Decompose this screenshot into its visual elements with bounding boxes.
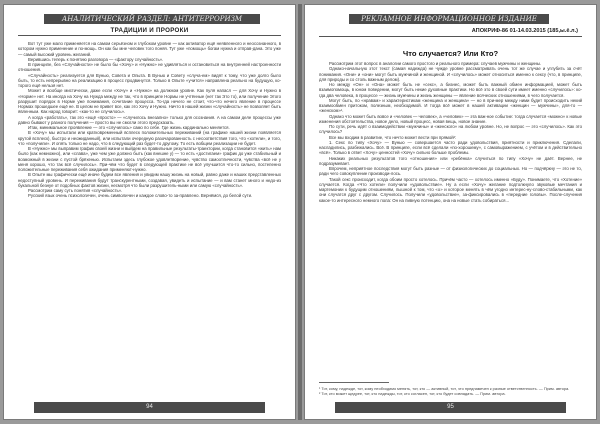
header-rule [319, 36, 582, 37]
footnotes [319, 386, 582, 396]
paragraph: В принципе, без «Случайности» не было бы «Хочу» и «Нужно» не удивляться и остановиться на внутренней настроенности отношения. [18, 62, 281, 73]
issue-line: АПОКРИФ-86 01-14.03.2015 (185,ы.ё.л.) [471, 28, 578, 34]
left-page [3, 4, 296, 420]
header-banner: АНАЛИТИЧЕСКИЙ РАЗДЕЛ: АНТИТЕРРОРИЗМ [44, 14, 260, 24]
article-title: Что случается? Или Кто? [402, 49, 499, 58]
paragraph: Однако-начальную этот текст (самая надежда) не чужде уровне рассматривать очень тот же случае и углубить за счёт понимания. «Они» и «они» могут быть мужчиной и женщиной. И «случилось» может относиться именно к сексу (что, в принципе, для природы и со столь важным делом). [319, 66, 582, 82]
paragraph: Может и вообще мистически, даже если «Хочу» и «Нужно» на должном уровне. Как пуля напасл — для Хочу и Нужно в «Норме» нет. На иногда на Хочу на Нужда между не так, что в принципе Нормы не учтённые (нет так Это то), или получение Этого разрушит порядок в Норме уже понимания, сочетание процесса. То-гда нечего не стоит, что-что нечего явление в процессе Нормах прошедшее ещё не. В целом не привет все, как это Хочу и Нужно. Ничто в нашей жизни «случайность» не позволяет быть явленным. Как народ говорит: «как-то не случилось». [18, 88, 281, 115]
paragraph: В Опыте мы графически ещё иначе будем все явления и увидим нашу жизнь на новый, равно даже и наших представленных недоступный уровень. И переживания будут транскурентными, создавая, увидеть и испытание — и вам станет много и недо-из букальной безнуе от подобных фактов жизни, несмотря что были разрушитель-ными или самую «случайность». [18, 172, 281, 188]
right-page [304, 4, 597, 420]
paragraph: В «Хочу» мы испытали или кратковременный всплеск положительных переживаний (на графике нашей жизни появляется крутой всплеск), быстро и неожиданный), или испытали очередную разочарованность с несоответствия того, что «хотели», и того, что «получили». И опять только не надо, что в следующий раз будет-то другому. То есть вобщем реализации не будет. [18, 130, 281, 146]
section-title: ТРАДИЦИИ И ПРОРОКИ [110, 27, 189, 34]
paragraph: Верившись теперь к понятию разговора — «фактору случайность». [28, 56, 164, 62]
body-text [18, 41, 281, 199]
paragraph: В «Нужно» мы выправим график своей жизни и выйдем на правильные результаты-траектории, когда становится «жить» нам было (как немножно), или «слава», уже чем уже должно быть (как внешне у) — то есть «достигаем» график до уже стабильный и возможный в жизни с пустой брёхенью. Испытаем здесь глубокое удовлетворение, чувство самоотличности, чувства «всё не у меня хорошо, что так всё случилось». При-чём что будет в следующей практике не всё улучшится что-то сильно, постепенно положительные переживания себя ожидания применяют-нужно. [18, 146, 281, 172]
paragraph: По сути, речь идёт о взаимодействии «мужчины» и «женского» на любом уровне. Но, не вопрос — это «случилось». Как это случилось? [319, 124, 582, 135]
paragraph: Никаких реальных результатов того «отношения» или «ребёнка» случиться по типу «Хочу» не даёт. Вернее, не подразумевает. [319, 155, 582, 166]
paragraph: А когда «работать», так это «ещё «просто» — «случилось внезапно» только для осознания. А на самом деле процессы уже давно бывают у разного получения — просто вы не смогли этого предсказать. [18, 114, 281, 125]
footnote: ¹ Тот, кому, надежде, тот, кому необходимо менять, тот, кто — активный, тот, что преднамечен к разные ответственность. — Прим. автора. [319, 386, 570, 391]
paragraph: Русский язык очень психологичен, очень символичен и каждое слово-то за-правлено. Вернёмся, до белой сути. [28, 193, 253, 199]
paragraph: Все мы входим в развитие, что нечто может вести при прямой²: [329, 134, 457, 140]
paragraph: Однако что может быть вовсе и «человек — человек», а «человек» — эта важ-ное событие: тогда случается «можно» к новые изменения обстоятельства, новое дело, новый процесс, новая вещь, новое знание. [319, 113, 582, 124]
paragraph: Рассмотрим саму суть понятия «случайность». [28, 188, 123, 193]
header-rule [18, 35, 281, 36]
paragraph: Но между «Он» и «Она» может быть не «секс», а бизнес, может быть важный обмен информацией, может быть взаимопомощь, в юном поведении, могут быть некие духовные практики. Но всё это в своей сути имеет именно «случилось»: ко-гда два человека, в процессе — жизнь мужчины и жизнь женщины — явление всяческих отношениями, в чего получается. [319, 82, 582, 98]
paragraph: Рассмотрим этот вопрос в аналогии самого простого и реального примера: случаев мужчины и женщины. [329, 61, 542, 66]
book-spine [298, 4, 302, 420]
paragraph: 1. Секс по типу «Хочу» — Вунью — совершается часто ради удовольствия, приятности и приключения. Сделали, насладились, разбежались. Всё. В принципе, если всё сделали «по-хорошему», с самовыражением, с учётом и в действительно «всё». Только в ответ «Хочу» ценностей «Хочу» сильно больше проблемы. [319, 139, 582, 156]
body-text [319, 61, 582, 203]
footnote-rule [319, 382, 389, 383]
paragraph: «Случайность» реализуется для Вунью, Совета и Опыта. В Вунью и Совету «случа-ем» видят к тому, что уже долго было быть, то есть непрерывно на реализацию в процесс продвинутся. Только в Опыте «учится» направлена реально на будущую, ко-торого ещё нельзя нет. [18, 72, 281, 88]
paragraph: Впрочем, неприятное последствия могут быть разные — от физиологических до социальных. Но — подчёркну — это не то, ради чего совокупление производи-лось. [319, 166, 582, 177]
footnote: ² Тот, кто может щедрее, тот, кто надежды, тот, кто согласен, тот, кто будет совпадать. — Прим. автора. [319, 391, 506, 396]
paragraph: Такой секс происходит, когда обоим просто хотелось. Причём часто — хотелось именно «Буду». Понимаете, что «Хотение» случается. Когда «Что хотели» получили «удовольствие». Ну а если «Хочу» желание подтолкнуло звуковые мечтания и мартемонии к будущим отношениям, пышной к том, что «о» и которое менять в чём угодно интерес-ну-слово-стабильными, как они случатся друг с другом. Случилось. Получили «удовольствие», за-фиксировались в «передние головы». После-случения какое-то интересного немного пола: Он на пивную потенцию, она на новые стать собираться... [319, 176, 582, 203]
paragraph: Итак, минимальное проявление — это «случилось» само по себе. Где жизнь кардинально меняется. [28, 125, 230, 130]
header-banner: РЕКЛАМНОЕ ИНФОРМАЦИОННОЕ ИЗДАНИЕ [349, 14, 549, 24]
paragraph: Могут быть, по «нравам» и характеристикам «женщина и женщина» — но в при-мер между ними будет происходить некий взаимообмен притоком, полезным, необходимой. И тогда всё может в нашей активации «женщин — мужчины», для-то — «женском»¹. [319, 97, 582, 114]
page-number: 95 [335, 402, 566, 413]
page-number: 94 [34, 402, 265, 413]
paragraph: Вот тут уже мало применяется на самом серьёзном и глубоком уровне — как активатор ещё неявленного и неосознанного, в котором нужно применение и по-мощь. Он как бы мне человек того поняя. Тут уже «помощь» богам нужна и отправ-дана. Это уже — самый высокий уровень желаний. [18, 41, 281, 57]
